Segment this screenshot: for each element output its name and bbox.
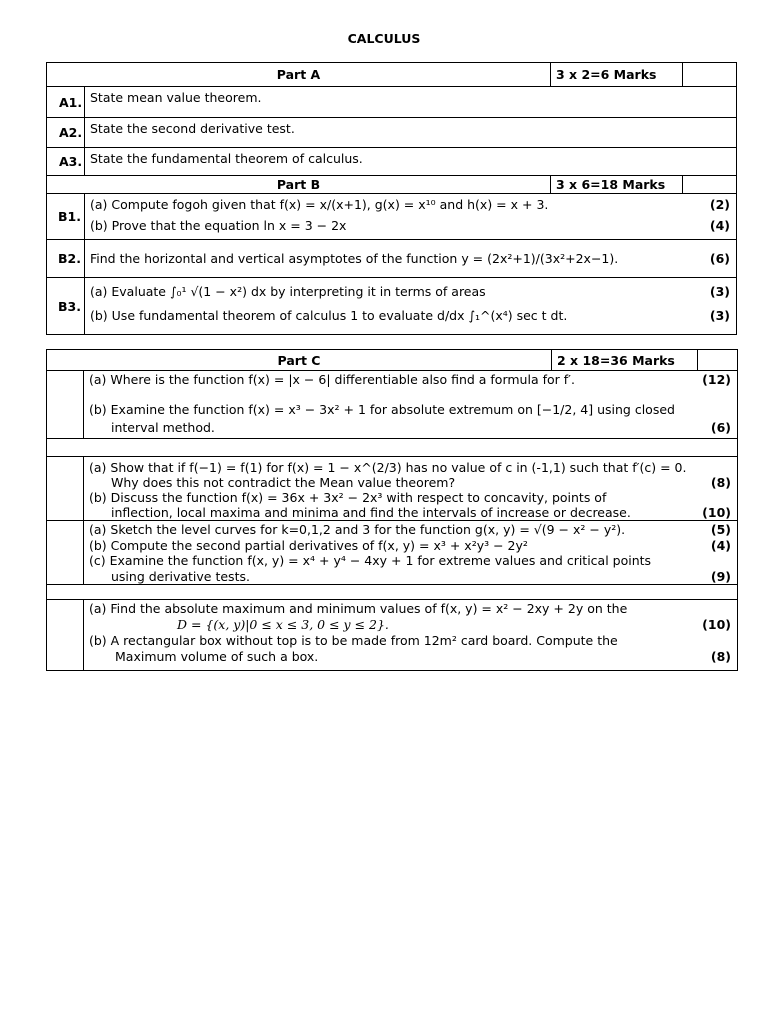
c2-a-marks: (8): [710, 475, 731, 490]
c2-part-a-cont: [89, 475, 731, 490]
b1-a-text: (a) Compute fogoh given that f(x) = x/(x+1), g(x) = x¹⁰ and h(x) = x + 3.: [90, 197, 549, 212]
question-row-b1: [47, 194, 737, 240]
c1-a-text: (a) Where is the function f(x) = |x − 6| differentiable also find a formula for f′.: [89, 372, 575, 387]
part-a-header-row: [47, 63, 737, 87]
question-number: A1.: [47, 87, 85, 118]
question-number-cell: [47, 521, 84, 585]
c4-part-a-cont: [89, 617, 731, 633]
question-text: [85, 240, 737, 278]
b1-part-a: [90, 197, 730, 216]
part-c-header-row: [47, 350, 738, 371]
part-b-header: Part B: [47, 176, 551, 194]
b3-b-marks: (3): [709, 308, 730, 323]
spacer-cell: [47, 439, 738, 457]
question-row-a3: [47, 148, 737, 176]
c1-part-b-cont: [89, 420, 731, 435]
question-text: State the fundamental theorem of calculus.: [85, 148, 737, 176]
b2-text: Find the horizontal and vertical asymptotes of the function y = (2x²+1)/(3x²+2x−1).: [90, 251, 619, 266]
question-row-a1: [47, 87, 737, 118]
c3-b-marks: (4): [710, 537, 731, 553]
spacer-row: [47, 585, 738, 600]
part-b-header-row: [47, 176, 737, 194]
c3-c-marks: (9): [710, 568, 731, 584]
question-row-c1: [47, 371, 738, 439]
c4-part-b-cont: [89, 649, 731, 665]
c3-a-text: (a) Sketch the level curves for k=0,1,2 and 3 for the function g(x, y) = √(9 − x² − y²).: [89, 522, 626, 537]
c1-b-text-cont: interval method.: [111, 420, 215, 435]
c3-c-text-cont: using derivative tests.: [111, 568, 250, 584]
question-row-b2: [47, 240, 737, 278]
b1-b-text: (b) Prove that the equation ln x = 3 − 2x: [90, 218, 347, 233]
c2-a-text-cont: Why does this not contradict the Mean value theorem?: [111, 475, 456, 490]
b2-marks: (6): [709, 251, 730, 266]
b3-a-marks: (3): [709, 284, 730, 299]
b1-b-marks: (4): [709, 218, 730, 233]
part-a-marks: 3 x 2=6 Marks: [551, 63, 683, 87]
question-row-c2: [47, 457, 738, 521]
question-text: [84, 371, 738, 439]
question-text: [85, 278, 737, 335]
c4-a-marks: (10): [702, 617, 731, 632]
part-a-score-cell: [683, 63, 737, 87]
part-c-score-cell: [698, 350, 738, 371]
question-text: [84, 521, 738, 585]
c1-b-marks: (6): [710, 420, 731, 435]
question-number: A2.: [47, 118, 85, 148]
part-b-score-cell: [683, 176, 737, 194]
part-c-table: [46, 349, 738, 671]
c3-c-text: (c) Examine the function f(x, y) = x⁴ + y⁴ − 4xy + 1 for extreme values and critical points: [89, 553, 652, 568]
b3-part-a: [90, 284, 730, 299]
parts-a-b-table: [46, 62, 737, 335]
c2-b-text-cont: inflection, local maxima and minima and find the intervals of increase or decrease.: [111, 505, 631, 520]
question-text: [84, 457, 738, 521]
question-text: [84, 600, 738, 671]
b3-part-b: [90, 308, 730, 323]
b3-b-text: (b) Use fundamental theorem of calculus 1 to evaluate d/dx ∫₁^(x⁴) sec t dt.: [90, 308, 568, 323]
page-title: CALCULUS: [347, 31, 421, 46]
question-number: B3.: [47, 278, 85, 335]
c4-b-text-cont: Maximum volume of such a box.: [115, 649, 319, 664]
b3-a-text: (a) Evaluate ∫₀¹ √(1 − x²) dx by interpreting it in terms of areas: [90, 284, 486, 299]
b1-a-marks: (2): [709, 197, 730, 212]
c2-b-marks: (10): [702, 505, 731, 520]
part-c-header: Part C: [47, 350, 552, 371]
question-text: State mean value theorem.: [85, 87, 737, 118]
question-number: B2.: [47, 240, 85, 278]
question-number-cell: [47, 457, 84, 521]
question-row-c4: [47, 600, 738, 671]
c3-b-text: (b) Compute the second partial derivatives of f(x, y) = x³ + x²y³ − 2y²: [89, 537, 528, 553]
question-number: B1.: [47, 194, 85, 240]
c3-part-b: [89, 538, 731, 554]
c4-a-text: (a) Find the absolute maximum and minimum values of f(x, y) = x² − 2xy + 2y on the: [89, 601, 628, 616]
question-number: A3.: [47, 148, 85, 176]
part-c-marks: 2 x 18=36 Marks: [552, 350, 698, 371]
c2-part-b-cont: [89, 505, 731, 520]
c1-a-marks: (12): [702, 372, 731, 387]
question-text: [85, 194, 737, 240]
question-number-cell: [47, 600, 84, 671]
question-row-c3: [47, 521, 738, 585]
c4-b-marks: (8): [710, 649, 731, 664]
c1-part-a: [89, 372, 731, 387]
c4-b-text: (b) A rectangular box without top is to be made from 12m² card board. Compute the: [89, 633, 618, 648]
question-row-b3: [47, 278, 737, 335]
c2-a-text: (a) Show that if f(−1) = f(1) for f(x) = 1 − x^(2/3) has no value of c in (-1,1) such that f′(c) = 0.: [89, 460, 687, 475]
part-a-header: Part A: [47, 63, 551, 87]
c3-part-a: [89, 522, 731, 538]
question-row-a2: [47, 118, 737, 148]
c1-b-text: (b) Examine the function f(x) = x³ − 3x² + 1 for absolute extremum on [−1/2, 4] using closed: [89, 402, 675, 417]
question-text: State the second derivative test.: [85, 118, 737, 148]
c2-b-text: (b) Discuss the function f(x) = 36x + 3x² − 2x³ with respect to concavity, points of: [89, 490, 607, 505]
question-number-cell: [47, 371, 84, 439]
spacer-row: [47, 439, 738, 457]
b1-part-b: [90, 218, 730, 233]
part-b-marks: 3 x 6=18 Marks: [551, 176, 683, 194]
c3-a-marks: (5): [710, 522, 731, 537]
c4-a-text-cont: D = {(x, y)|0 ≤ x ≤ 3, 0 ≤ y ≤ 2}.: [177, 617, 389, 632]
b2-line: [90, 251, 730, 266]
spacer-cell: [47, 585, 738, 600]
c3-part-c-cont: [89, 569, 731, 585]
